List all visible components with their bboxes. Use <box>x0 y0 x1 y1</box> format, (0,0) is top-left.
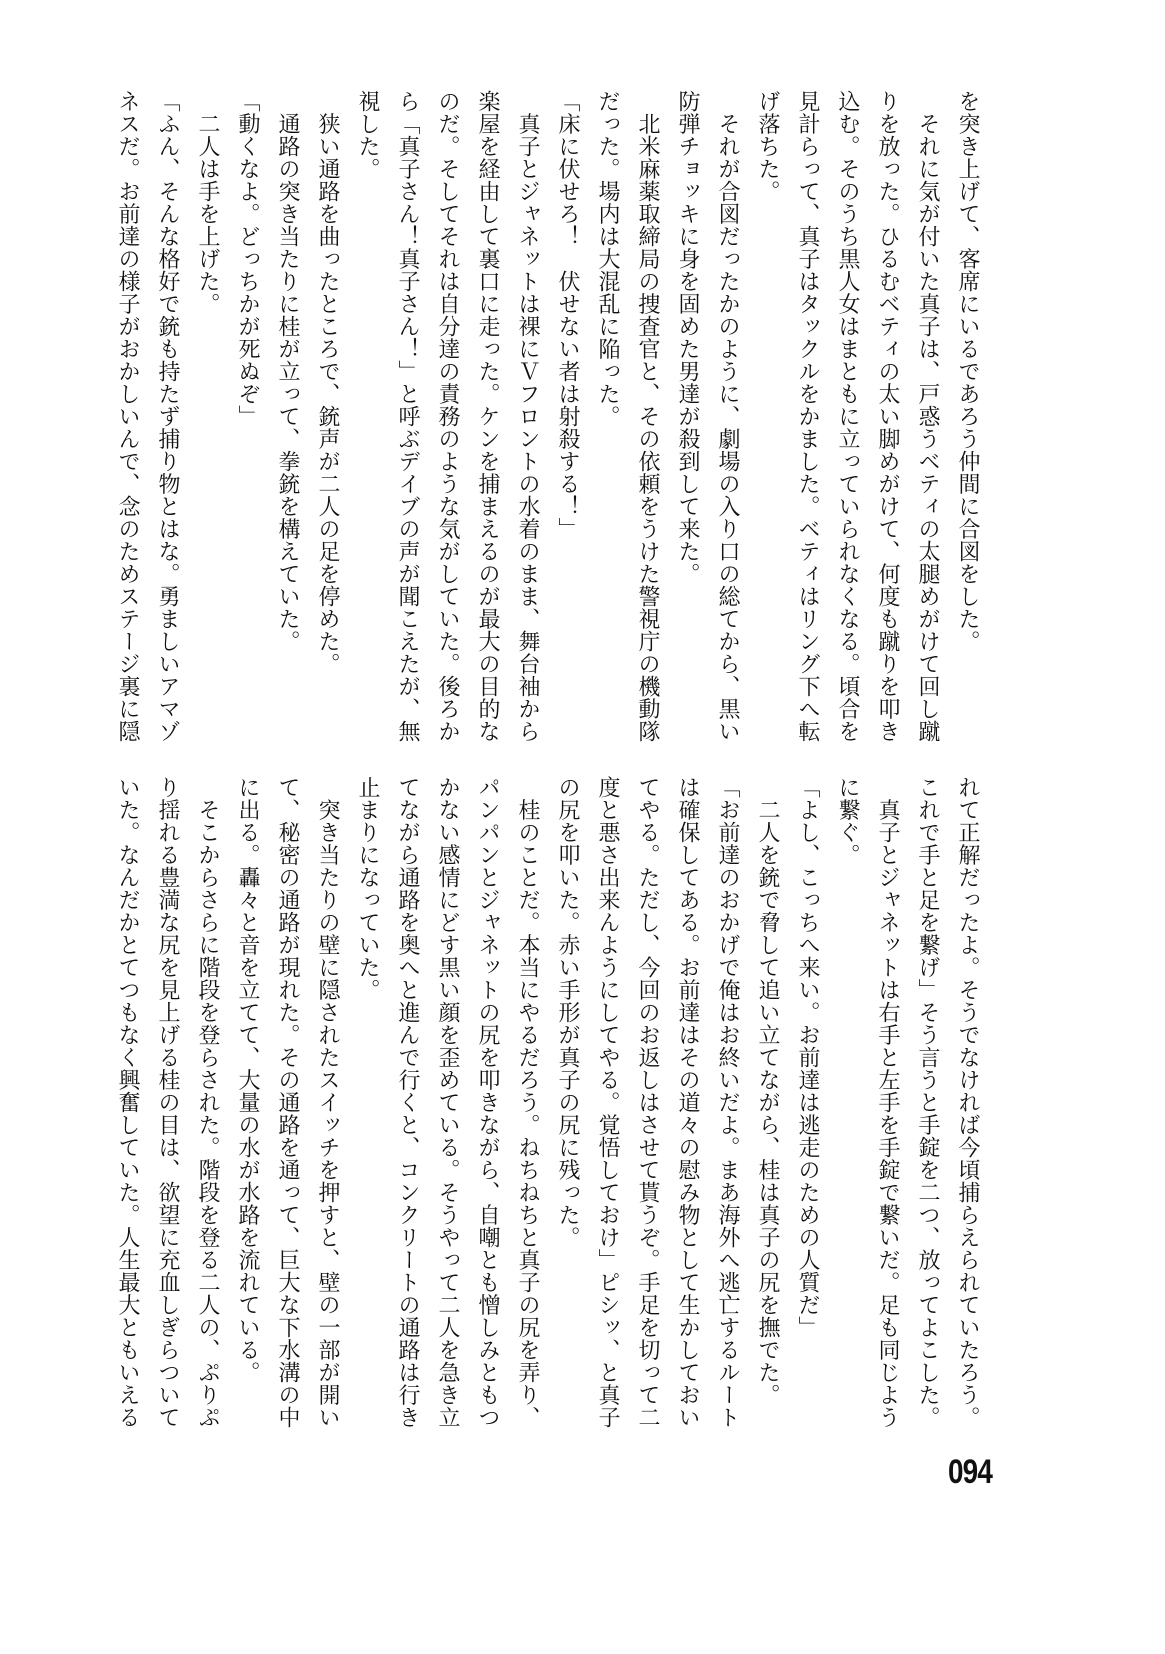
text-line: てながら通路を奥へと進んで行くと、コンクリートの通路は行き <box>395 776 420 1429</box>
text-line: 桂のことだ。本当にやるだろう。ねちねちと真子の尻を弄り、 <box>515 776 540 1429</box>
text-line: に出る。轟々と音を立てて、大量の水が水路を流れている。 <box>235 776 260 1384</box>
text-line: 真子とジャネットは右手と左手を手錠で繋いだ。足も同じよう <box>875 776 900 1429</box>
text-line: 突き当たりの壁に隠されたスイッチを押すと、壁の一部が開い <box>315 776 340 1429</box>
text-line: りを放った。ひるむベティの太い脚めがけて、何度も蹴りを叩き <box>875 90 900 743</box>
text-line: 止まりになっていた。 <box>355 776 380 1001</box>
text-line: てやる。ただし、今回のお返しはさせて貰うぞ。手足を切って二 <box>635 776 660 1429</box>
text-line: げ落ちた。 <box>755 90 780 203</box>
text-line: 北米麻薬取締局の捜査官と、その依頼をうけた警視庁の機動隊 <box>635 90 660 743</box>
text-line: かない感情にどす黒い顔を歪めている。そうやって二人を急き立 <box>435 776 460 1429</box>
text-line: 込む。そのうち黒人女はまともに立っていられなくなる。頃合を <box>835 90 860 743</box>
text-line: 楽屋を経由して裏口に走った。ケンを捕まえるのが最大の目的な <box>475 90 500 743</box>
text-line: パンパンとジャネットの尻を叩きながら、自嘲とも憎しみともつ <box>475 776 500 1429</box>
text-line: 「ふん、そんな格好で銃も持たず捕り物とはな。勇ましいアマゾ <box>155 90 180 743</box>
text-line: 二人を銃で脅して追い立てながら、桂は真子の尻を撫でた。 <box>755 776 780 1406</box>
text-line: 防弾チョッキに身を固めた男達が殺到して来た。 <box>675 90 700 585</box>
text-line: 見計らって、真子はタックルをかました。ベティはリング下へ転 <box>795 90 820 743</box>
text-line: 「よし、こっちへ来い。お前達は逃走のための人質だ」 <box>795 776 820 1339</box>
text-line: それが合図だったかのように、劇場の入り口の総てから、黒い <box>715 90 740 743</box>
text-line: 真子とジャネットは裸にＶフロントの水着のまま、舞台袖から <box>515 90 540 743</box>
text-line: 度と悪さ出来んようにしてやる。覚悟しておけ」ピシッ、と真子 <box>595 776 620 1429</box>
text-line: そこからさらに階段を登らされた。階段を登る二人の、ぷりぷ <box>195 776 220 1429</box>
text-line: は確保してある。お前達はその道々の慰み物として生かしておい <box>675 776 700 1429</box>
text-line: のだ。そしてそれは自分達の責務のような気がしていた。後ろか <box>435 90 460 743</box>
text-line: の尻を叩いた。赤い手形が真子の尻に残った。 <box>555 776 580 1249</box>
text-line: て、秘密の通路が現れた。その通路を通って、巨大な下水溝の中 <box>275 776 300 1429</box>
text-line: 「動くなよ。どっちかが死ぬぞ」 <box>235 90 260 428</box>
text-line: それに気が付いた真子は、戸惑うベティの太腿めがけて回し蹴 <box>915 90 940 743</box>
text-line: これで手と足を繋げ」そう言うと手錠を二つ、放ってよこした。 <box>915 776 940 1429</box>
text-line: ら「真子さん！真子さん！」と呼ぶデイブの声が聞こえたが、無 <box>395 90 420 743</box>
text-block-bottom <box>107 776 987 1441</box>
text-line: いた。なんだかとてつもなく興奮していた。人生最大ともいえる <box>115 776 140 1429</box>
text-line: 狭い通路を曲ったところで、銃声が二人の足を停めた。 <box>315 90 340 675</box>
text-line: ネスだ。お前達の様子がおかしいんで、念のためステージ裏に隠 <box>115 90 140 743</box>
text-line: 視した。 <box>355 90 380 180</box>
page-number: 094 <box>948 1453 993 1491</box>
text-block-top <box>107 90 987 750</box>
text-line: り揺れる豊満な尻を見上げる桂の目は、欲望に充血しぎらついて <box>155 776 180 1429</box>
text-line: 「お前達のおかげで俺はお終いだよ。まあ海外へ逃亡するルート <box>715 776 740 1429</box>
text-line: 「床に伏せろ！ 伏せない者は射殺する！」 <box>555 90 580 540</box>
text-line: 通路の突き当たりに桂が立って、拳銃を構えていた。 <box>275 90 300 653</box>
text-line: 二人は手を上げた。 <box>195 90 220 315</box>
text-line: を突き上げて、客席にいるであろう仲間に合図をした。 <box>955 90 980 653</box>
text-line: れて正解だったよ。そうでなければ今頃捕らえられていたろう。 <box>955 776 980 1429</box>
text-line: に繋ぐ。 <box>835 776 860 866</box>
text-line: だった。場内は大混乱に陥った。 <box>595 90 620 428</box>
